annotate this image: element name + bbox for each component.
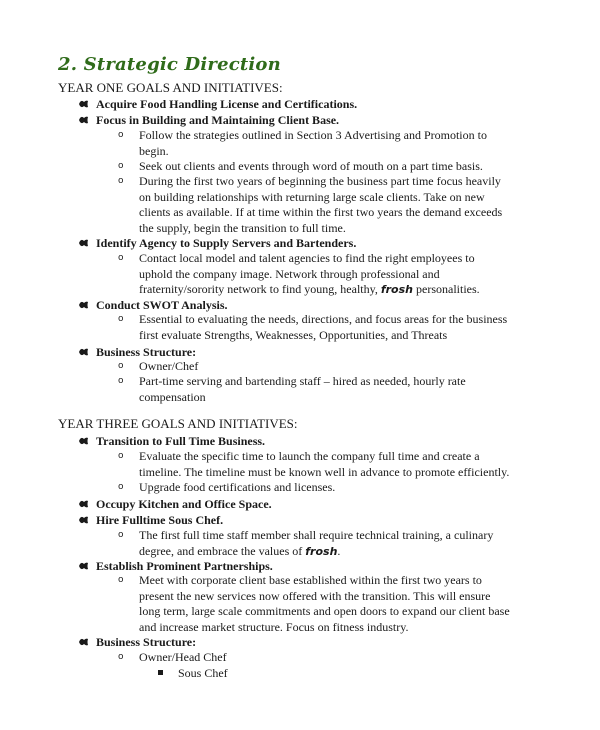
frosh-brand-text: frosh (305, 544, 338, 558)
sub-item: o Seek out clients and events through word of mouth on a part time basis. (118, 159, 483, 173)
goal-item (78, 112, 339, 128)
frosh-brand-text: frosh (380, 283, 413, 297)
goal-label: Acquire Food Handling License and Certifications. (96, 97, 358, 111)
section-heading: 2. Strategic Direction (58, 54, 281, 75)
circle-icon: o (118, 530, 124, 540)
sub-item: o Owner/Chef (118, 359, 199, 373)
goal-label: Identify Agency to Supply Servers and Bartenders. (96, 236, 357, 250)
circle-icon: o (118, 575, 124, 585)
sub-item: o Follow the strategies outlined in Section 3 Advertising and Promotion to begin. (118, 128, 487, 158)
sub-item: o During the first two years of beginning the business part time focus heavily on building relationships with returning large scale clients. Take on new clients as available. If at time within the first two years the demand exceeds the supply, begin the transition to full time. (118, 174, 503, 235)
fleuron-icon (78, 637, 89, 647)
circle-icon: o (118, 361, 124, 371)
fleuron-icon (78, 515, 89, 525)
year-three-title: YEAR THREE GOALS AND INITIATIVES: (58, 416, 298, 431)
goal-label: Occupy Kitchen and Office Space. (96, 497, 272, 511)
sub-item: o Owner/Head Chef (118, 650, 227, 664)
goal-label: Business Structure: (96, 345, 197, 359)
sub-item: o Essential to evaluating the needs, directions, and focus areas for the business first evaluate Strengths, Weaknesses, Opportunities, and Threats (118, 312, 508, 342)
subsub-item: Sous Chef (178, 665, 228, 681)
circle-icon: o (118, 161, 124, 171)
year-one-title: YEAR ONE GOALS AND INITIATIVES: (58, 80, 283, 95)
fleuron-icon (78, 499, 89, 509)
goal-item (78, 433, 265, 449)
sub-item: o The first full time staff member shall require technical training, a culinary degree, and embrace the values of frosh. (118, 528, 494, 558)
sub-item: o Contact local model and talent agencies to find the right employees to uphold the company image. Network through professional and fraternity/sorority network to find young, healthy, frosh personalities. (118, 251, 480, 297)
goal-item (78, 512, 223, 528)
goal-item (78, 496, 272, 512)
fleuron-icon (78, 238, 89, 248)
fleuron-icon (78, 300, 89, 310)
sub-item: o Upgrade food certifications and licenses. (118, 480, 336, 494)
circle-icon: o (118, 652, 124, 662)
goal-label: Business Structure: (96, 635, 197, 649)
square-icon (158, 670, 163, 675)
circle-icon: o (118, 482, 124, 492)
goal-label: Hire Fulltime Sous Chef. (96, 513, 224, 527)
goal-item (78, 634, 196, 650)
fleuron-icon (78, 115, 89, 125)
fleuron-icon (78, 561, 89, 571)
goal-item (78, 297, 228, 313)
goal-item (78, 96, 357, 112)
goal-item (78, 235, 356, 251)
sub-item: o Evaluate the specific time to launch the company full time and create a timeline. The timeline must be known well in advance to promote efficiently. (118, 449, 510, 479)
circle-icon: o (118, 376, 124, 386)
goal-label: Focus in Building and Maintaining Client Base. (96, 113, 340, 127)
fleuron-icon (78, 99, 89, 109)
circle-icon: o (118, 253, 124, 263)
circle-icon: o (118, 130, 124, 140)
fleuron-icon (78, 347, 89, 357)
fleuron-icon (78, 436, 89, 446)
goal-item (78, 344, 196, 360)
goal-item (78, 558, 273, 574)
circle-icon: o (118, 176, 124, 186)
goal-label: Conduct SWOT Analysis. (96, 298, 228, 312)
goal-label: Establish Prominent Partnerships. (96, 559, 273, 573)
circle-icon: o (118, 451, 124, 461)
circle-icon: o (118, 314, 124, 324)
sub-item: o Meet with corporate client base established within the first two years to present the new services now offered with the transition. This will ensure long term, large scale commitments and open doors to expand our client base and increase market structure. Focus on fitness industry. (118, 573, 510, 634)
sub-item: o Part-time serving and bartending staff – hired as needed, hourly rate compensation (118, 374, 466, 404)
goal-label: Transition to Full Time Business. (96, 434, 266, 448)
